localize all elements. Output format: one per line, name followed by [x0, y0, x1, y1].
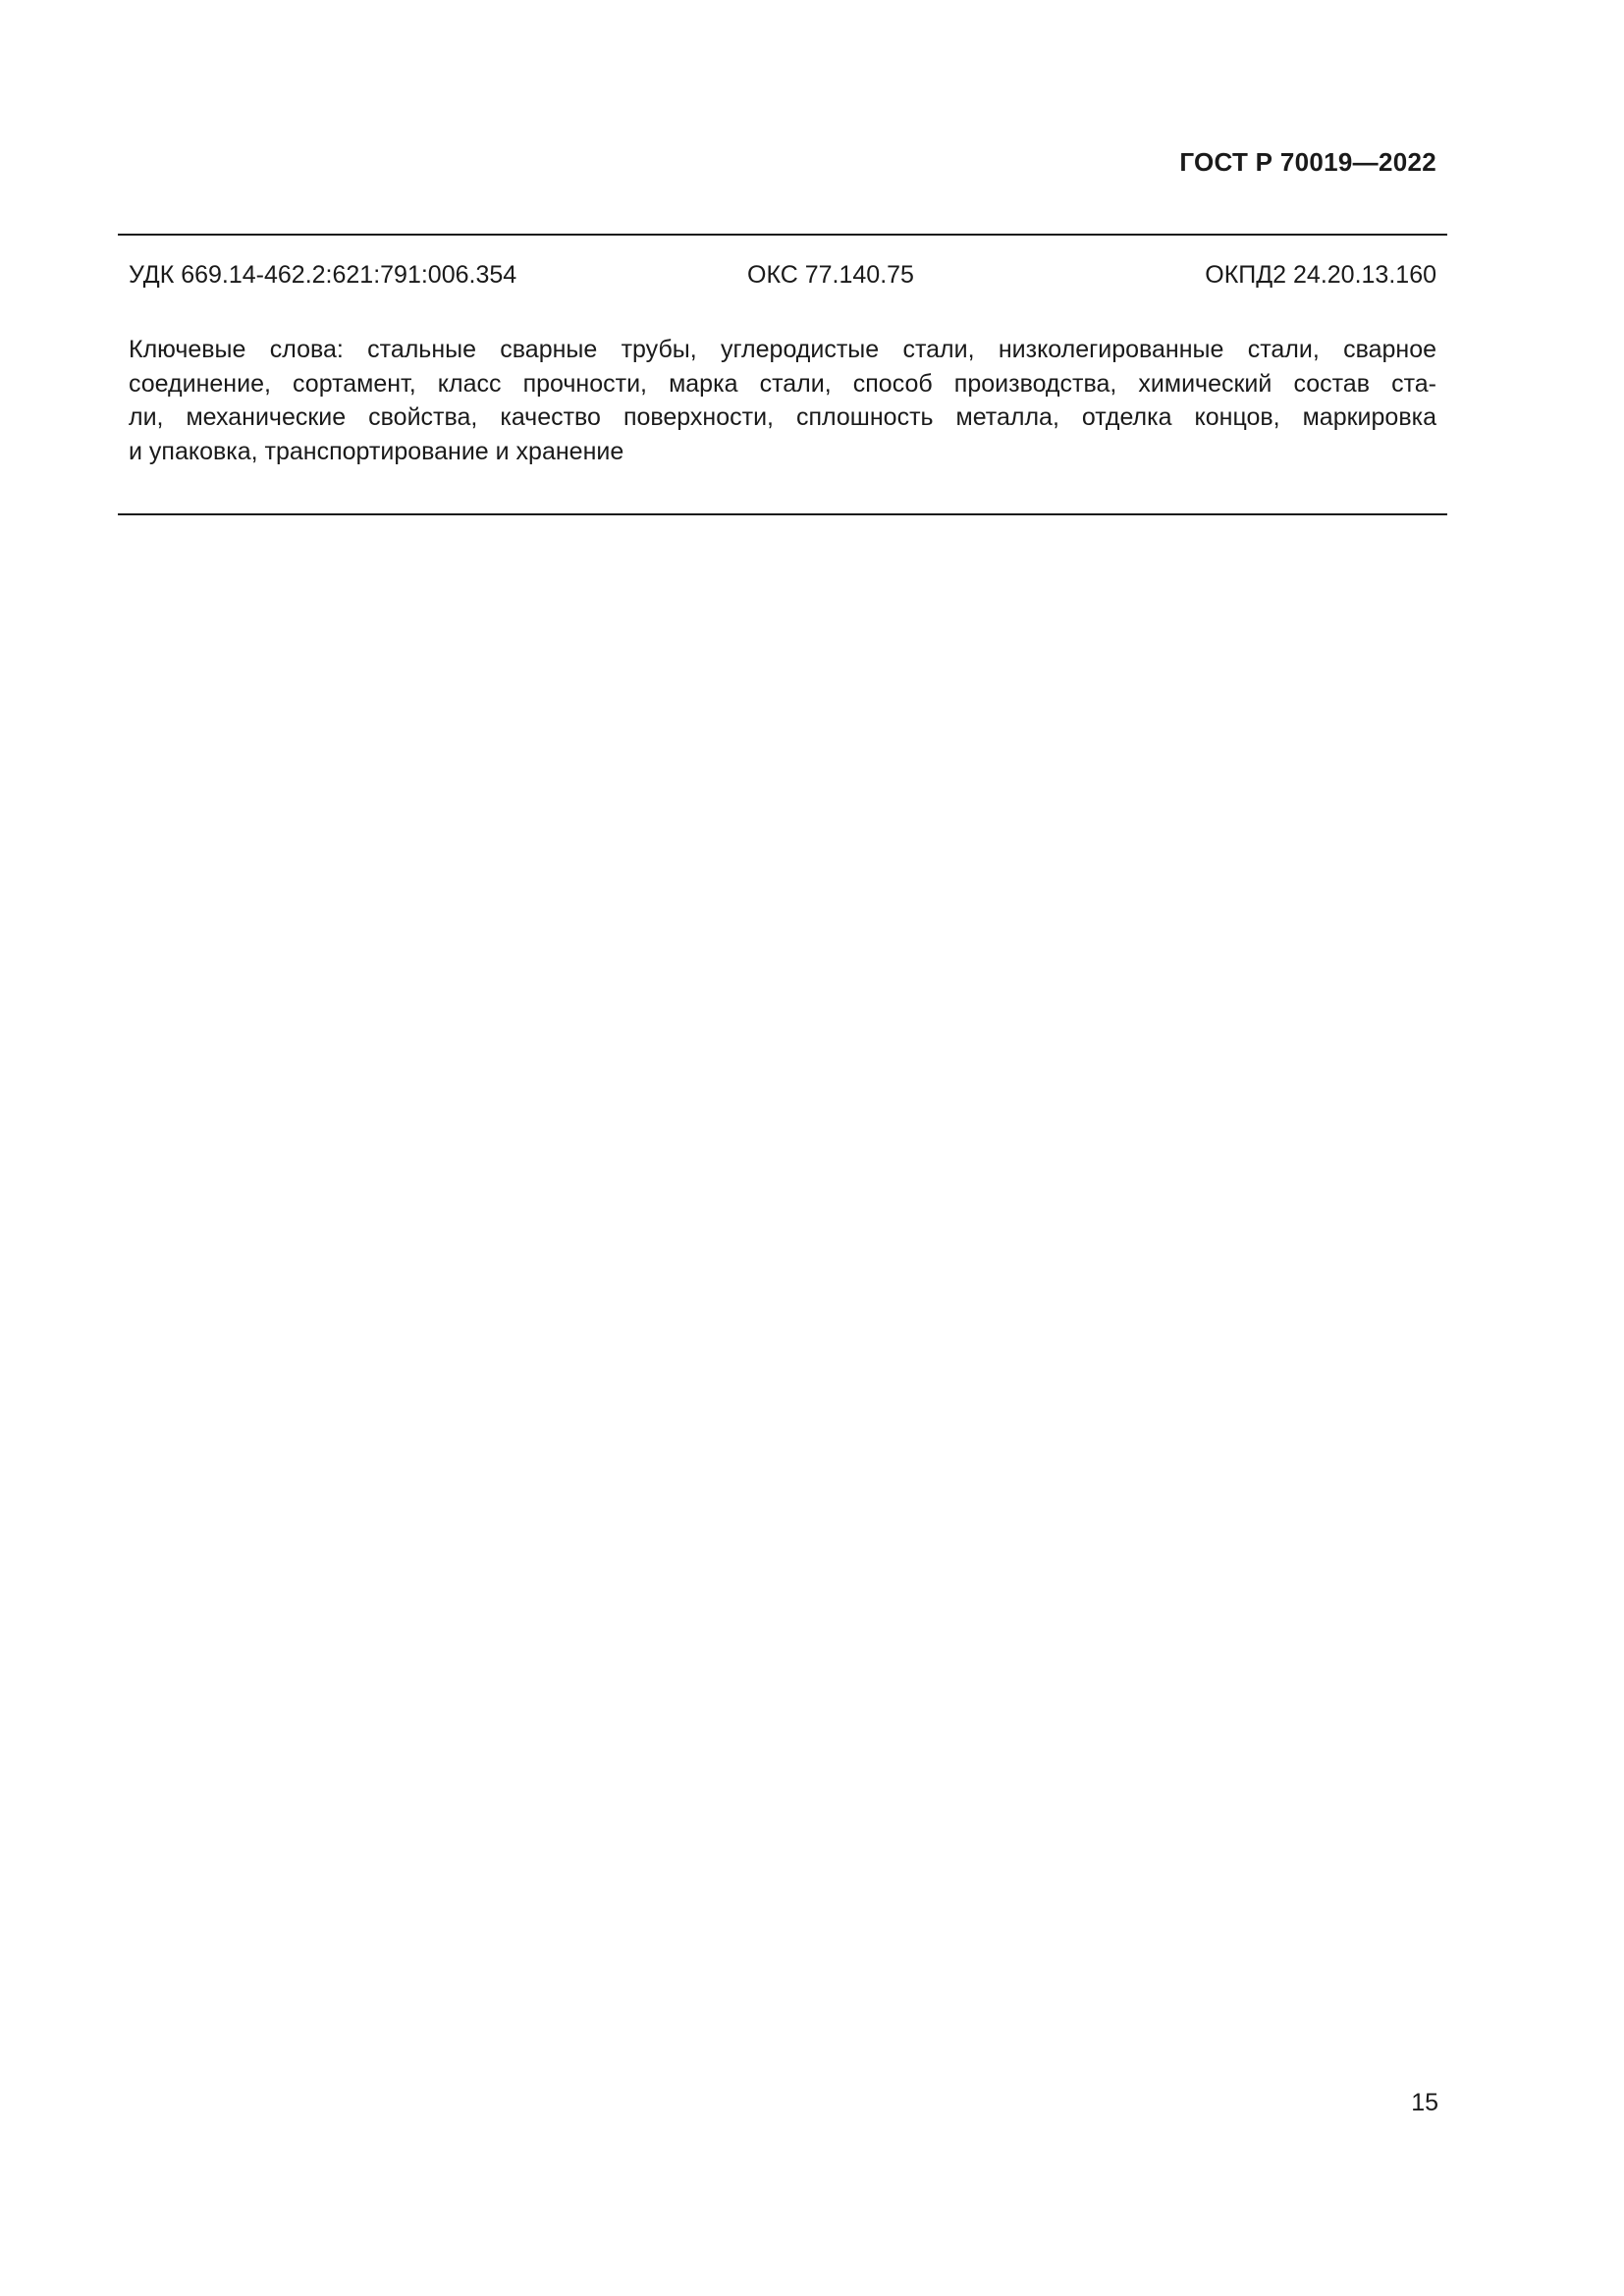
keywords-line: ли, механические свойства, качество поверхности, сплошность металла, отделка концов, маркировка [129, 403, 1436, 431]
keywords-line: соединение, сортамент, класс прочности, марка стали, способ производства, химический состав ста- [129, 369, 1436, 398]
page-number: 15 [1411, 2089, 1438, 2116]
keywords-line: Ключевые слова: стальные сварные трубы, углеродистые стали, низколегированные стали, сварное [129, 336, 1436, 363]
oks-code: ОКС 77.140.75 [747, 261, 914, 289]
classification-row [129, 260, 1436, 295]
bottom-divider [118, 513, 1447, 515]
standard-designation: ГОСТ Р 70019—2022 [1179, 147, 1436, 177]
top-divider [118, 234, 1447, 236]
keywords-line: и упаковка, транспортирование и хранение [129, 437, 624, 465]
udk-code: УДК 669.14-462.2:621:791:006.354 [129, 261, 517, 289]
okpd-code: ОКПД2 24.20.13.160 [1205, 261, 1436, 289]
keywords-block [129, 333, 1436, 468]
